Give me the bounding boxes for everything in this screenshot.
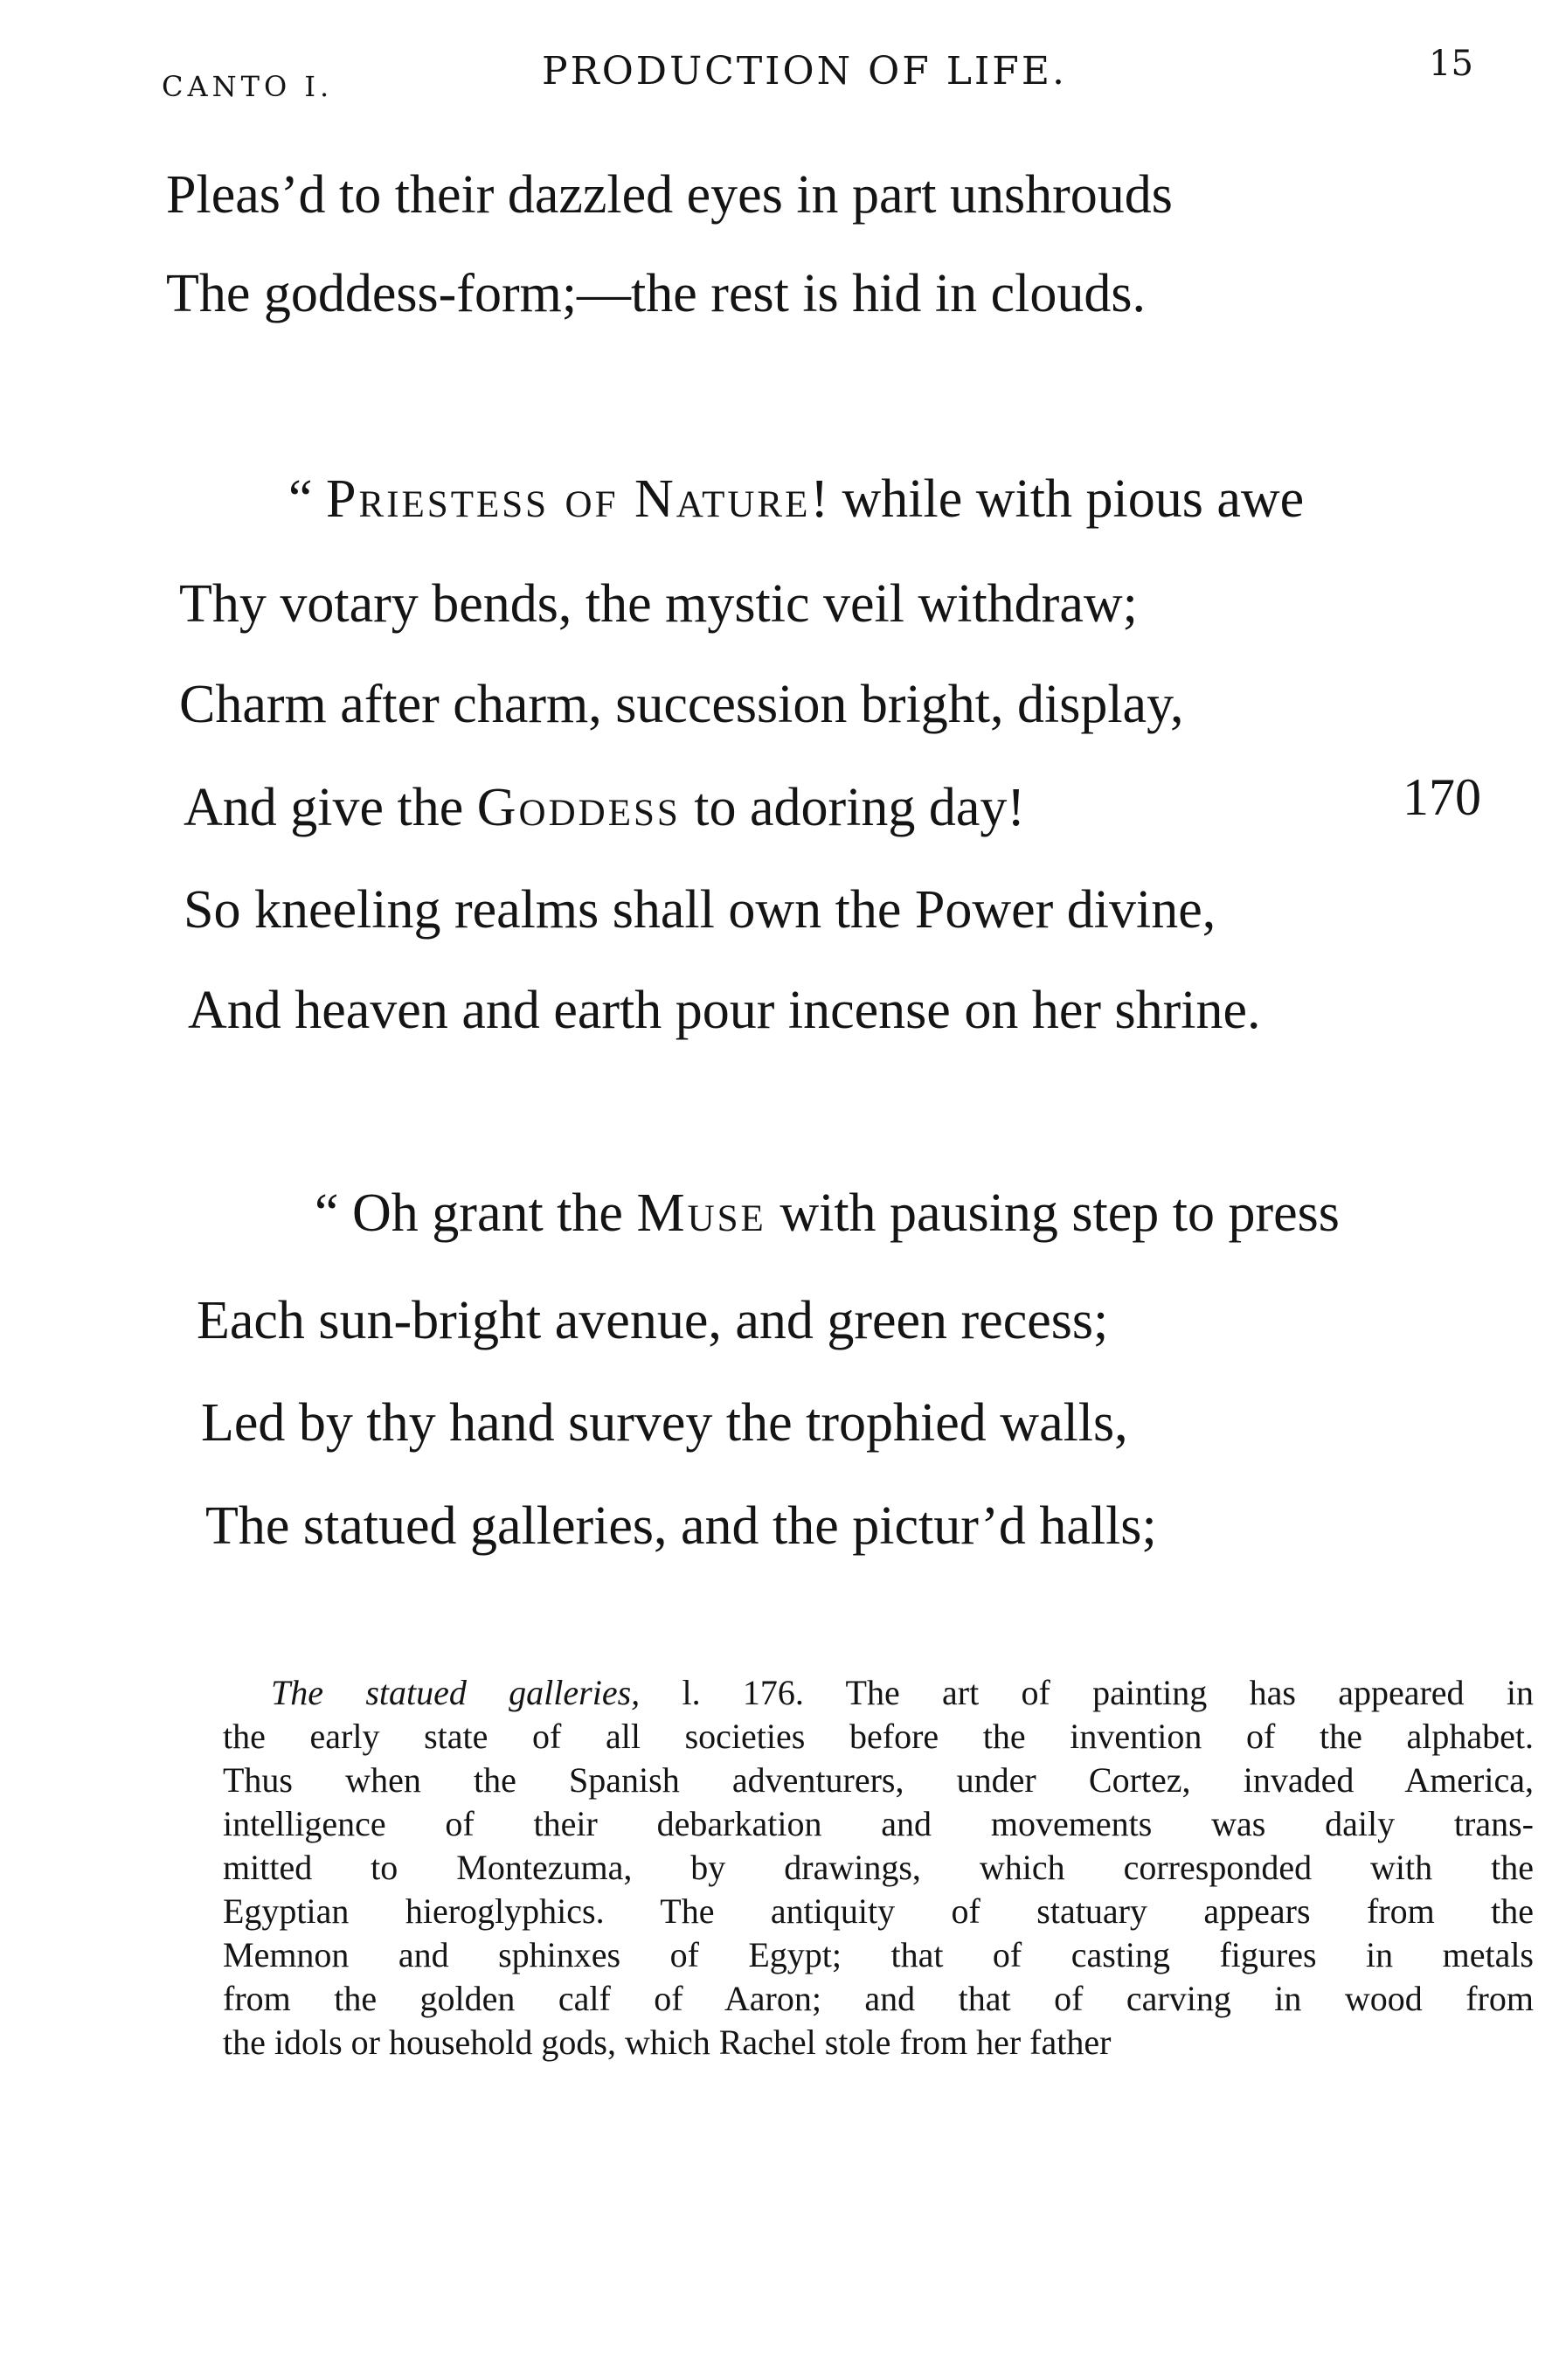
verse-line-6-pre: And give the	[184, 778, 477, 837]
footnote-line-9: the idols or household gods, which Rachel stole from her father	[223, 2023, 1112, 2062]
footnote	[223, 1671, 1534, 2064]
footnote-line-6: Egyptian hieroglyphics. The antiquity of statuary appears from the	[223, 1891, 1534, 1931]
verse-line-8: And heaven and earth pour incense on her shrine.	[188, 981, 1261, 1040]
priestess-of-nature: Priestess of Nature	[326, 469, 811, 529]
verse-line-12: The statued galleries, and the pictur’d halls;	[205, 1496, 1157, 1556]
verse-line-10: Each sun-bright avenue, and green recess;	[197, 1291, 1109, 1350]
verse-line-1: Pleas’d to their dazzled eyes in part unshrouds	[166, 165, 1173, 225]
verse-line-9	[315, 1183, 1340, 1243]
verse-line-9-pre: “ Oh grant the	[315, 1183, 637, 1243]
verse-line-4: Thy votary bends, the mystic veil withdraw;	[179, 574, 1138, 634]
verse-line-6	[184, 778, 1026, 837]
muse: Muse	[636, 1183, 766, 1243]
goddess: Goddess	[476, 778, 681, 837]
verse-line-6-post: to adoring day!	[680, 778, 1026, 837]
verse-line-7: So kneeling realms shall own the Power divine,	[184, 880, 1216, 940]
open-quote: “	[288, 469, 327, 529]
footnote-line-ref: l. 176.	[640, 1673, 804, 1712]
footnote-line-5: mitted to Montezuma, by drawings, which corresponded with the	[223, 1848, 1534, 1887]
verse-line-9-post: with pausing step to press	[766, 1183, 1340, 1243]
page-number: 15	[1429, 44, 1473, 84]
verse-line-3	[288, 469, 1305, 529]
footnote-line-7: Memnon and sphinxes of Egypt; that of casting figures in metals	[223, 1935, 1534, 1974]
footnote-line-3: Thus when the Spanish adventurers, under Cortez, invaded America,	[223, 1760, 1534, 1800]
verse-line-3-rest: ! while with pious awe	[810, 469, 1305, 529]
running-header	[0, 37, 1559, 107]
footnote-line-1-text: The art of painting has appeared in	[803, 1673, 1534, 1712]
verse-line-2: The goddess-form;—the rest is hid in clouds.	[166, 264, 1146, 323]
footnote-reference: The statued galleries,	[271, 1673, 641, 1712]
verse-line-5: Charm after charm, succession bright, display,	[179, 675, 1184, 734]
line-number-170: 170	[1403, 768, 1481, 826]
footnote-line-8: from the golden calf of Aaron; and that of carving in wood from	[223, 1979, 1534, 2018]
running-title: PRODUCTION OF LIFE.	[542, 49, 1067, 94]
verse-line-11: Led by thy hand survey the trophied walls,	[201, 1393, 1128, 1453]
footnote-line-2: the early state of all societies before the invention of the alphabet.	[223, 1717, 1534, 1756]
footnote-line-1	[223, 1671, 1534, 1715]
footnote-line-4: intelligence of their debarkation and movements was daily trans-	[223, 1804, 1534, 1843]
canto-label: CANTO I.	[162, 70, 334, 103]
